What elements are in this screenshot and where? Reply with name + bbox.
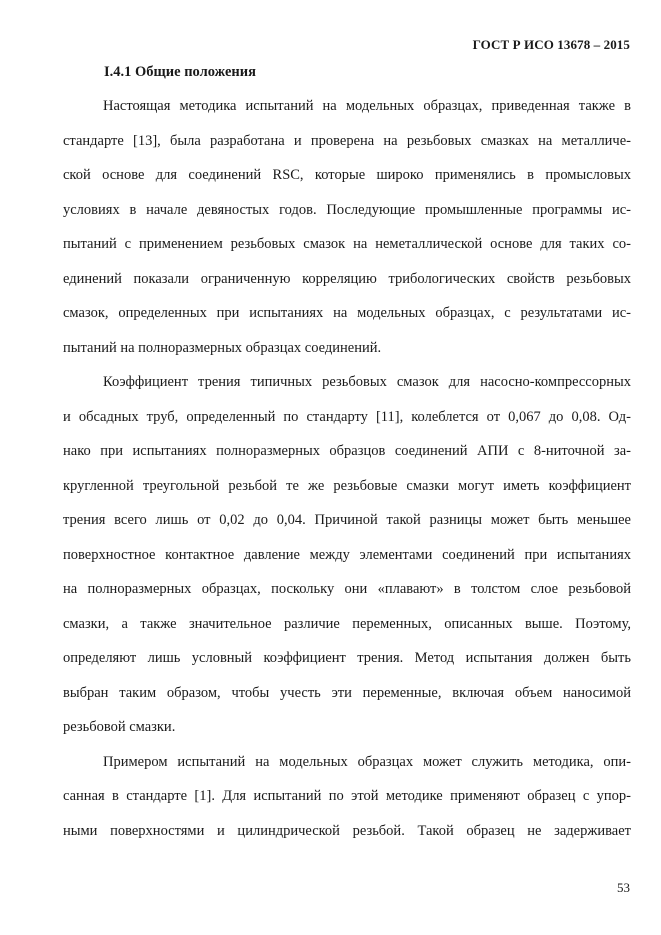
text-line: нако при испытаниях полноразмерных образцов соединений АПИ с 8-ниточной за-	[63, 443, 631, 459]
text-line: поверхностное контактное давление между элементами соединений при испытаниях	[63, 546, 631, 563]
text-line: ными поверхностями и цилиндрической резьбой. Такой образец не задерживает	[63, 822, 631, 839]
text-line: санная в стандарте [1]. Для испытаний по этой методике применяют образец с упор-	[63, 788, 631, 804]
text-line: и обсадных труб, определенный по стандарту [11], колеблется от 0,067 до 0,08. Од-	[63, 408, 631, 425]
text-line: выбран таким образом, чтобы учесть эти переменные, включая объем наносимой	[63, 684, 631, 701]
standard-header: ГОСТ Р ИСО 13678 – 2015	[472, 37, 630, 52]
text-line: на полноразмерных образцах, поскольку они «плавают» в толстом слое резьбовой	[63, 581, 631, 597]
text-line: стандарте [13], была разработана и проверена на резьбовых смазках на металличе-	[63, 132, 631, 149]
paragraph	[63, 370, 631, 750]
paragraph	[63, 750, 631, 854]
paragraph	[63, 94, 631, 370]
text-line: Коэффициент трения типичных резьбовых смазок для насосно-компрессорных	[103, 374, 631, 390]
text-line: ской основе для соединений RSC, которые широко применялись в промысловых	[63, 167, 631, 183]
text-line: единений показали ограниченную корреляцию трибологических свойств резьбовых	[63, 270, 631, 287]
section-title: I.4.1 Общие положения	[104, 64, 256, 80]
page-number: 53	[617, 880, 630, 895]
text-line: кругленной треугольной резьбой те же резьбовые смазки могут иметь коэффициент	[63, 477, 631, 494]
text-line: смазки, а также значительное различие переменных, описанных выше. Поэтому,	[63, 615, 631, 632]
text-line: условиях в начале девяностых годов. Последующие промышленные программы ис-	[63, 201, 631, 218]
text-line: смазок, определенных при испытаниях на модельных образцах, с результатами ис-	[63, 305, 631, 321]
text-line: Настоящая методика испытаний на модельных образцах, приведенная также в	[103, 98, 631, 114]
text-line: определяют лишь условный коэффициент трения. Метод испытания должен быть	[63, 650, 631, 666]
text-line: пытаний с применением резьбовых смазок на неметаллической основе для таких со-	[63, 236, 631, 252]
body-text	[63, 94, 631, 853]
text-line: трения всего лишь от 0,02 до 0,04. Причиной такой разницы может быть меньшее	[63, 512, 631, 528]
text-line: резьбовой смазки.	[63, 719, 176, 735]
text-line: Примером испытаний на модельных образцах может служить методика, опи-	[103, 753, 631, 770]
text-line: пытаний на полноразмерных образцах соединений.	[63, 339, 382, 356]
